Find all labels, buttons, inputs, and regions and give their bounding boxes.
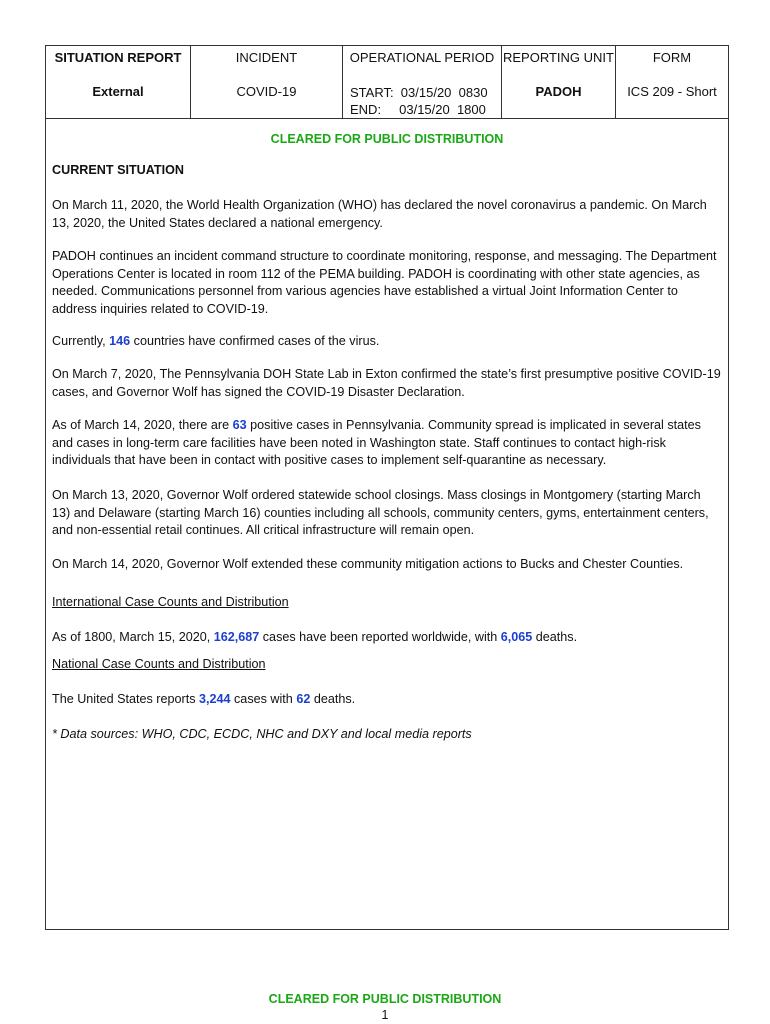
header-cell-report <box>46 46 191 118</box>
period-values <box>350 84 488 118</box>
header-cell-form <box>616 46 728 118</box>
paragraph-who: On March 11, 2020, the World Health Organization (WHO) has declared the novel coronavirus a pandemic. On March 13, 2020, the United States declared a national emergency. <box>52 198 707 230</box>
national-summary <box>52 691 722 709</box>
natl-pre: The United States reports <box>52 692 199 706</box>
page-number: 1 <box>381 1008 389 1022</box>
countries-count: 146 <box>109 334 131 348</box>
national-heading: National Case Counts and Distribution <box>52 657 266 671</box>
period-start: START: 03/15/20 0830 <box>350 85 488 100</box>
pa-cases-pre: As of March 14, 2020, there are <box>52 418 233 432</box>
natl-post: deaths. <box>310 692 356 706</box>
form-label: FORM <box>652 50 692 65</box>
header-cell-period <box>343 46 502 118</box>
intl-pre: As of 1800, March 15, 2020, <box>52 630 214 644</box>
countries-post: countries have confirmed cases of the virus. <box>130 334 380 348</box>
paragraph-padoh: PADOH continues an incident command structure to coordinate monitoring, response, and messaging. The Department Operations Center is located in room 112 of the PEMA building. PADOH is coordinating with other state agencies, as needed. Communications personnel from various agencies have established a virtual Joint Information Center to address inquiries related to COVID-19. <box>52 249 717 316</box>
header-cell-unit <box>502 46 616 118</box>
unit-label: REPORTING UNIT <box>503 50 614 65</box>
header-cell-incident <box>191 46 343 118</box>
paragraph-first-cases: On March 7, 2020, The Pennsylvania DOH State Lab in Exton confirmed the state’s first presumptive positive COVID-19 cases, and Governor Wolf has signed the COVID-19 Disaster Declaration. <box>52 367 721 399</box>
pa-cases-count: 63 <box>232 418 247 432</box>
unit-value: PADOH <box>535 84 582 99</box>
period-label: OPERATIONAL PERIOD <box>349 50 495 65</box>
natl-mid: cases with <box>230 692 297 706</box>
period-end: END: 03/15/20 1800 <box>350 102 486 117</box>
paragraph-mitigation: On March 14, 2020, Governor Wolf extended these community mitigation actions to Bucks and Chester Counties. <box>52 557 684 571</box>
cleared-banner-top: CLEARED FOR PUBLIC DISTRIBUTION <box>270 132 504 146</box>
paragraph-pa-cases <box>52 417 722 470</box>
data-sources-note: * Data sources: WHO, CDC, ECDC, NHC and DXY and local media reports <box>52 727 472 741</box>
report-label: SITUATION REPORT <box>54 50 182 65</box>
international-summary <box>52 629 722 647</box>
intl-post: deaths. <box>532 630 578 644</box>
form-value: ICS 209 - Short <box>627 84 717 99</box>
cleared-banner-bottom: CLEARED FOR PUBLIC DISTRIBUTION <box>268 992 502 1006</box>
report-value: External <box>92 84 144 99</box>
incident-label: INCIDENT <box>235 50 298 65</box>
pa-cases-post: positive cases in Pennsylvania. Community spread is implicated in several states and cases in long-term care facilities have been noted in Washington state. Staff continues to contact high-risk individuals that have been in contact with positive cases to implement self-quarantine as necessary. <box>52 418 701 467</box>
intl-cases: 162,687 <box>213 630 260 644</box>
international-heading: International Case Counts and Distribution <box>52 595 289 609</box>
natl-deaths: 62 <box>296 692 311 706</box>
intl-mid: cases have been reported worldwide, with <box>259 630 501 644</box>
countries-pre: Currently, <box>52 334 110 348</box>
incident-value: COVID-19 <box>236 84 297 99</box>
paragraph-school-closings: On March 13, 2020, Governor Wolf ordered statewide school closings. Mass closings in Montgomery (starting March 13) and Delaware (starting March 16) counties including all schools, community centers, gyms, entertainment centers, and non-essential retail continues. All critical infrastructure will remain open. <box>52 488 709 537</box>
paragraph-countries <box>52 333 722 351</box>
header-table <box>46 46 728 119</box>
natl-cases: 3,244 <box>199 692 231 706</box>
intl-deaths: 6,065 <box>500 630 533 644</box>
current-situation-heading: CURRENT SITUATION <box>52 163 184 177</box>
